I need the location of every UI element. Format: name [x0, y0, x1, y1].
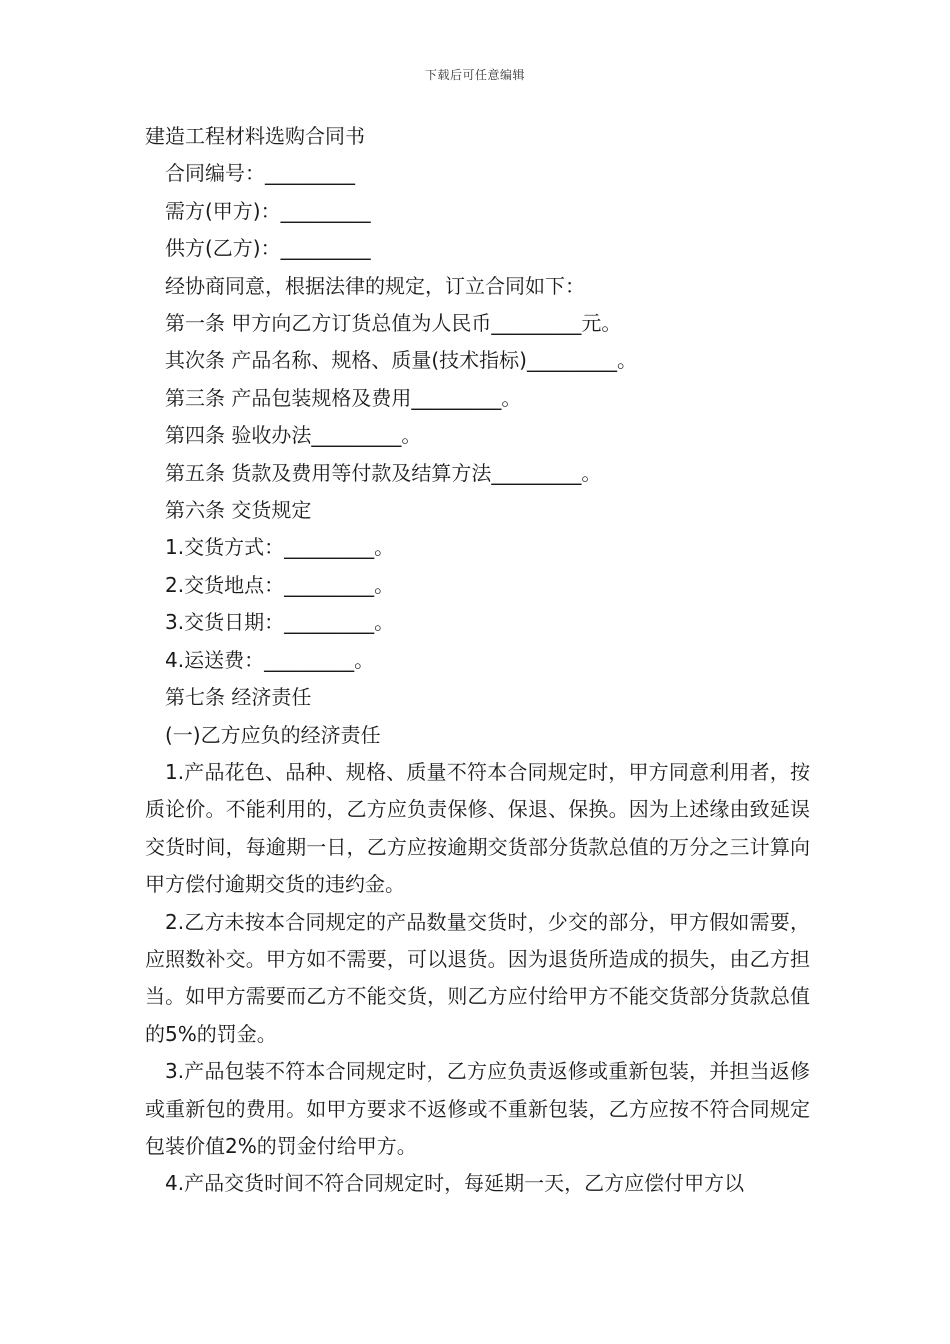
delivery-location: 2.交货地点：_________。	[165, 572, 395, 597]
agreement-intro: 经协商同意，根据法律的规定，订立合同如下：	[165, 273, 585, 298]
buyer-line: 需方(甲方)：_________	[165, 198, 371, 223]
article-6: 第六条 交货规定	[165, 498, 312, 523]
article-7: 第七条 经济责任	[165, 685, 312, 710]
liability-clause-3: 3.产品包装不符本合同规定时，乙方应负责返修或重新包装，并担当返修或重新包的费用。如甲方要求不返修或不重新包装，乙方应按不符合同规定包装价值2%的罚金付给甲方。	[145, 1059, 810, 1158]
contract-title: 建造工程材料选购合同书	[145, 124, 365, 148]
supplier-liability-heading: (一)乙方应负的经济责任	[165, 722, 381, 747]
shipping-fee: 4.运送费：_________。	[165, 647, 375, 672]
liability-clause-1: 1.产品花色、品种、规格、质量不符本合同规定时，甲方同意利用者，按质论价。不能利用的，乙方应负责保修、保退、保换。因为上述缘由致延误交货时间，每逾期一日，乙方应按逾期交货部分货款总值的万分之三计算向甲方偿付逾期交货的违约金。	[145, 759, 810, 897]
article-3: 第三条 产品包装规格及费用_________。	[165, 385, 522, 410]
contract-body	[145, 118, 810, 1203]
article-2: 其次条 产品名称、规格、质量(技术指标)_________。	[165, 348, 637, 373]
supplier-line: 供方(乙方)：_________	[165, 236, 371, 261]
article-5: 第五条 货款及费用等付款及结算方法_________。	[165, 460, 602, 485]
article-4: 第四条 验收办法_________。	[165, 423, 422, 448]
delivery-method: 1.交货方式：_________。	[165, 535, 395, 560]
liability-clause-4: 4.产品交货时间不符合同规定时，每延期一天，乙方应偿付甲方以	[165, 1171, 745, 1196]
article-1: 第一条 甲方向乙方订货总值为人民币_________元。	[165, 311, 622, 336]
liability-clause-2: 2.乙方未按本合同规定的产品数量交货时，少交的部分，甲方假如需要，应照数补交。甲方如不需要，可以退货。因为退货所造成的损失，由乙方担当。如甲方需要而乙方不能交货，则乙方应付给甲方不能交货部分货款总值的5%的罚金。	[145, 909, 810, 1046]
header-note: 下载后可任意编辑	[424, 68, 525, 82]
contract-number-line: 合同编号：_________	[165, 161, 355, 186]
delivery-date: 3.交货日期：_________。	[165, 610, 395, 635]
